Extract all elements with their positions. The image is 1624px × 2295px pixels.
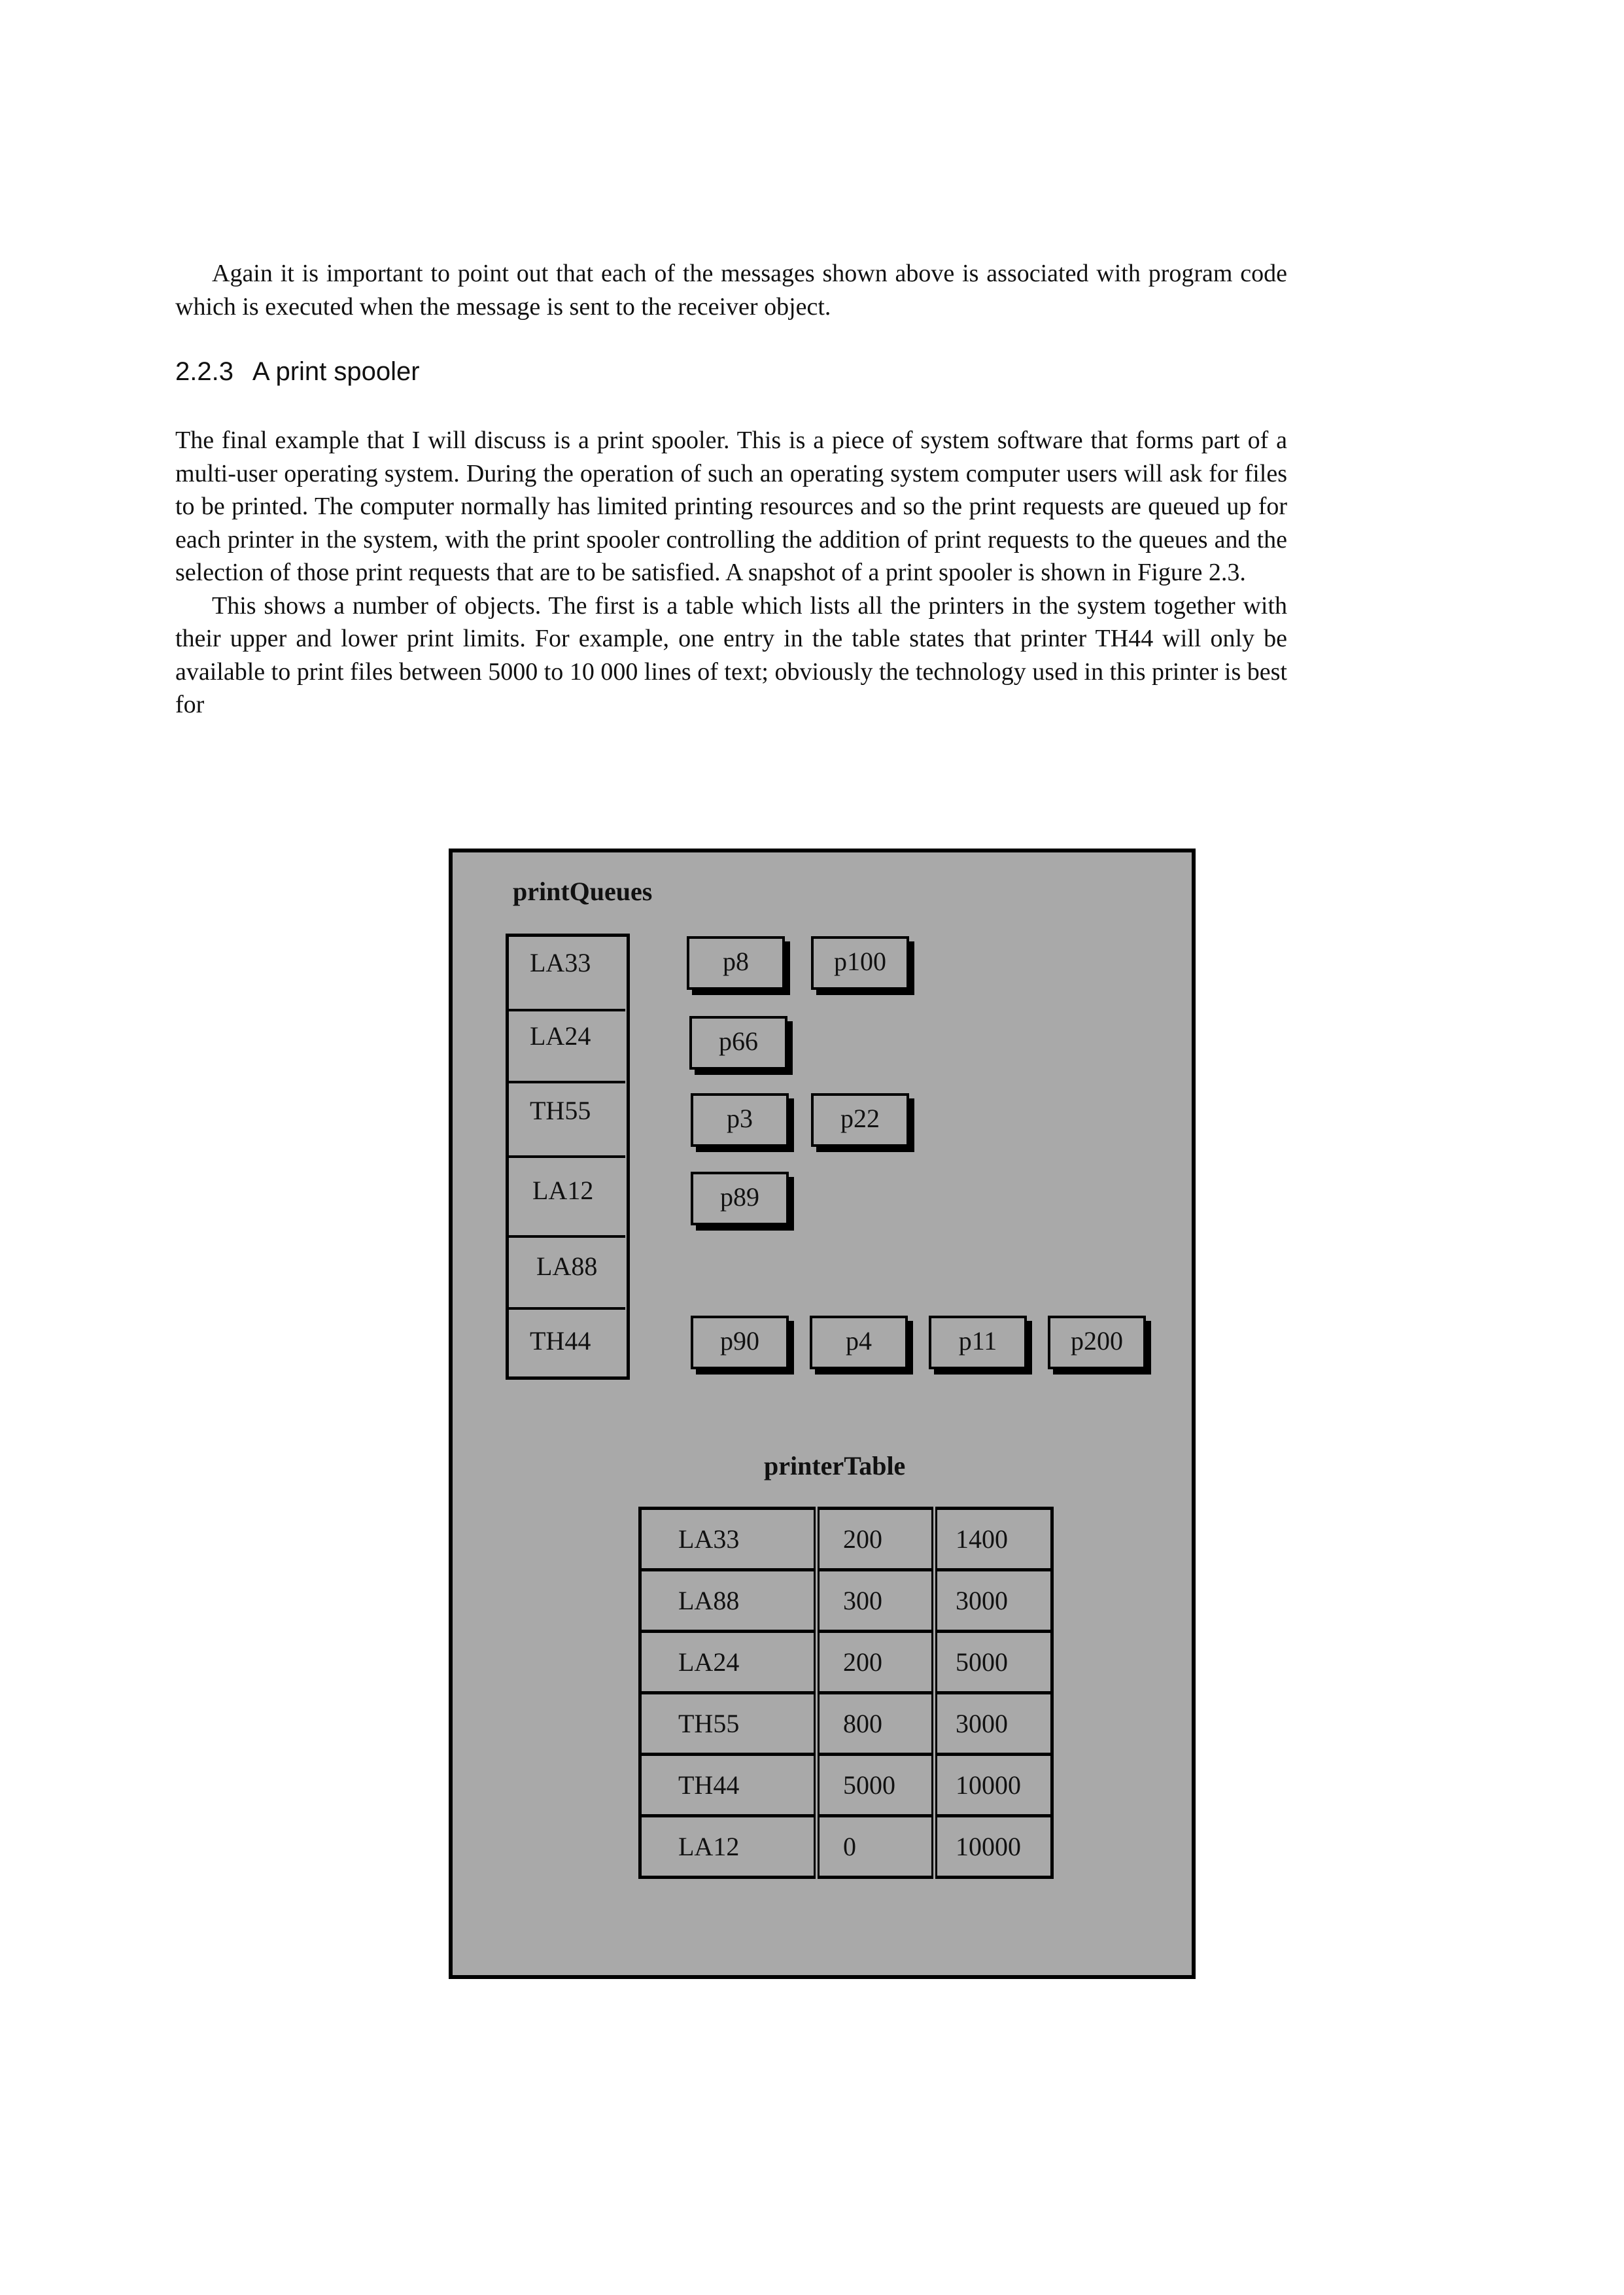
table-row [640, 1816, 1052, 1878]
paragraphs-2-3 [175, 424, 1287, 722]
queue-printer-th55: TH55 [530, 1096, 591, 1125]
lower-limit-cell: 300 [817, 1570, 935, 1632]
table-row [640, 1509, 1052, 1570]
section-heading [175, 357, 420, 387]
queue-divider [509, 1155, 625, 1158]
queue-divider [509, 1307, 625, 1310]
lower-limit-cell: 5000 [817, 1755, 935, 1816]
print-job-p8: p8 [687, 936, 785, 990]
queue-printer-th44: TH44 [530, 1326, 591, 1356]
printer-name-cell: LA24 [640, 1632, 817, 1693]
lower-limit-cell: 800 [817, 1693, 935, 1755]
print-job-p90: p90 [691, 1316, 789, 1369]
printer-name-cell: LA88 [640, 1570, 817, 1632]
queue-printer-la88: LA88 [536, 1252, 598, 1281]
print-job-p89: p89 [691, 1172, 789, 1225]
printer-name-cell: TH44 [640, 1755, 817, 1816]
table-row [640, 1570, 1052, 1632]
print-job-p100: p100 [811, 936, 909, 990]
lower-limit-cell: 0 [817, 1816, 935, 1878]
lower-limit-cell: 200 [817, 1509, 935, 1570]
print-queues-column [506, 934, 630, 1380]
paragraph-2-text: The final example that I will discuss is a print spooler. This is a piece of system software that forms part of a multi-user operating system. During the operation of such an operating system computer users will ask for files to be printed. The computer normally has limited printing resources and so the print requests are queued up for each printer in the system, with the print spooler controlling the addition of print requests to the queues and the selection of those print requests that are to be satisfied. A snapshot of a print spooler is shown in Figure 2.3. [175, 427, 1287, 586]
paragraph-1 [175, 257, 1287, 323]
queue-divider [509, 1235, 625, 1238]
printer-name-cell: LA33 [640, 1509, 817, 1570]
queue-divider [509, 1009, 625, 1011]
section-number: 2.2.3 [175, 357, 233, 386]
print-job-p200: p200 [1048, 1316, 1146, 1369]
upper-limit-cell: 3000 [935, 1570, 1052, 1632]
print-spooler-figure [449, 849, 1196, 1979]
print-job-p4: p4 [810, 1316, 908, 1369]
printer-name-cell: LA12 [640, 1816, 817, 1878]
table-row [640, 1755, 1052, 1816]
print-job-p22: p22 [811, 1093, 909, 1147]
print-job-p11: p11 [929, 1316, 1027, 1369]
table-row [640, 1632, 1052, 1693]
printer-table [638, 1507, 1054, 1879]
upper-limit-cell: 5000 [935, 1632, 1052, 1693]
printer-table-title: printerTable [764, 1451, 906, 1480]
table-row [640, 1693, 1052, 1755]
print-queues-title: printQueues [513, 877, 653, 906]
printer-name-cell: TH55 [640, 1693, 817, 1755]
print-job-p3: p3 [691, 1093, 789, 1147]
upper-limit-cell: 1400 [935, 1509, 1052, 1570]
queue-printer-la24: LA24 [530, 1021, 591, 1051]
queue-printer-la12: LA12 [532, 1176, 594, 1205]
upper-limit-cell: 10000 [935, 1755, 1052, 1816]
upper-limit-cell: 3000 [935, 1693, 1052, 1755]
section-title: A print spooler [252, 357, 420, 386]
upper-limit-cell: 10000 [935, 1816, 1052, 1878]
lower-limit-cell: 200 [817, 1632, 935, 1693]
paragraph-3-text: This shows a number of objects. The first is a table which lists all the printers in the system together with their upper and lower print limits. For example, one entry in the table states that printer TH44 will only be available to print files between 5000 to 10 000 lines of text; obviously the technology used in this printer is best for [175, 591, 1287, 718]
print-job-p66: p66 [689, 1016, 787, 1070]
paragraph-1-text: Again it is important to point out that each of the messages shown above is associated with program code which is executed when the message is sent to the receiver object. [175, 260, 1287, 321]
queue-divider [509, 1081, 625, 1083]
queue-printer-la33: LA33 [530, 948, 591, 977]
